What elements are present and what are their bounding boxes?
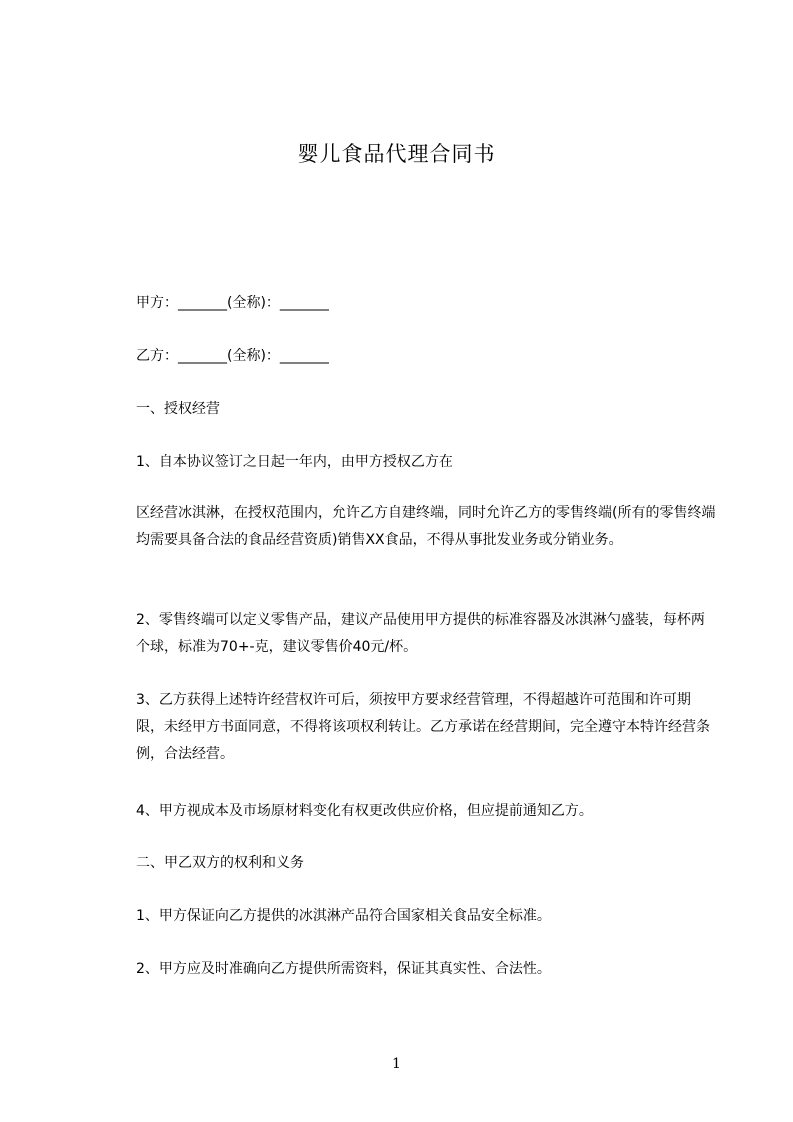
section-heading-authorization: 一、授权经营 — [136, 401, 220, 417]
party-b-line: 乙方：_______(全称)：_______ — [136, 348, 329, 364]
clause-1-4: 4、甲方视成本及市场原材料变化有权更改供应价格，但应提前通知乙方。 — [136, 803, 593, 819]
page-number: 1 — [392, 1056, 401, 1072]
clause-1-2: 2、零售终端可以定义零售产品，建议产品使用甲方提供的标准容器及冰淇淋勺盛装，每杯两个球，标准为70+-克，建议零售价40元/杯。 — [136, 612, 705, 655]
clause-1-3: 3、乙方获得上述特许经营权许可后，须按甲方要求经营管理，不得超越许可范围和许可期限，未经甲方书面同意，不得将该项权利转让。乙方承诺在经营期间，完全遵守本特许经营条例，合法经营。 — [136, 692, 710, 762]
clause-2-2: 2、甲方应及时准确向乙方提供所需资料，保证其真实性、合法性。 — [136, 961, 551, 977]
clause-1-1-continuation: 区经营冰淇淋，在授权范围内，允许乙方自建终端，同时允许乙方的零售终端(所有的零售终端均需要具备合法的食品经营资质)销售XX食品，不得从事批发业务或分销业务。 — [136, 505, 716, 548]
party-a-line: 甲方：_______(全称)：_______ — [136, 295, 329, 311]
document-title: 婴儿食品代理合同书 — [297, 142, 496, 166]
section-heading-rights-obligations: 二、甲乙双方的权利和义务 — [136, 855, 304, 871]
clause-1-1: 1、自本协议签订之日起一年内，由甲方授权乙方在 — [136, 454, 453, 470]
clause-2-1: 1、甲方保证向乙方提供的冰淇淋产品符合国家相关食品安全标准。 — [136, 908, 551, 924]
